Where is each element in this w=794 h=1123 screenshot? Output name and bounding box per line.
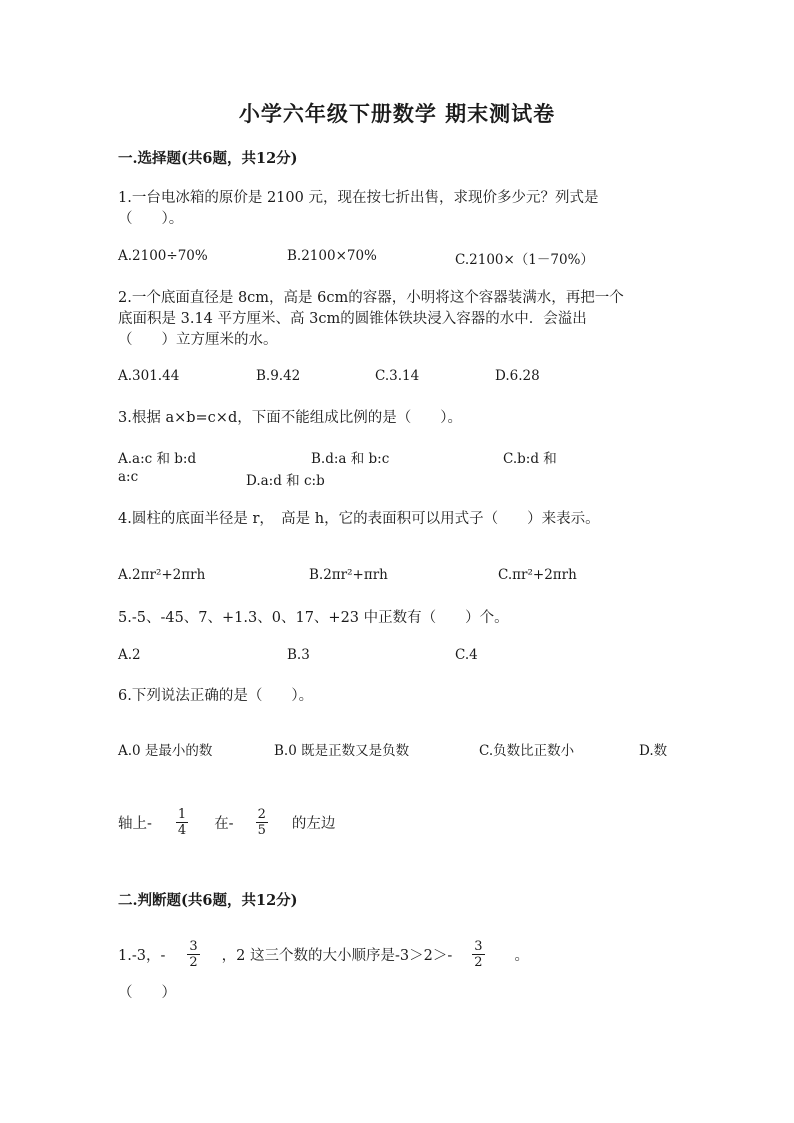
- fraction-numerator: 1: [177, 806, 187, 822]
- section-heading-judgement: 二.判断题(共6题，共12分): [118, 892, 298, 909]
- j1-suffix: 。: [514, 947, 530, 964]
- fraction-one-quarter: [176, 807, 188, 838]
- judgement-question-1: [118, 936, 529, 972]
- q6-option-c: C.负数比正数小: [479, 743, 575, 759]
- question-6-text: 6.下列说法正确的是（ ）。: [118, 688, 314, 704]
- q6-d-mid: 在-: [214, 815, 234, 832]
- fraction-numerator: 3: [189, 938, 198, 954]
- q5-option-c: C.4: [455, 647, 478, 663]
- q6-option-d-continued: [118, 804, 335, 840]
- fraction-denominator: 2: [189, 954, 198, 970]
- q6-option-a: A.0 是最小的数: [118, 743, 213, 759]
- fraction-denominator: 4: [177, 822, 187, 838]
- fraction-three-halves: [187, 939, 199, 970]
- question-3-text: 3.根据 a×b=c×d，下面不能组成比例的是（ ）。: [118, 410, 462, 426]
- q6-option-d: D.数: [639, 743, 668, 759]
- q6-d-suffix: 的左边: [291, 815, 336, 832]
- j1-prefix: 1.-3，-: [118, 947, 166, 964]
- q6-d-prefix: 轴上-: [118, 815, 152, 832]
- q3-option-a: A.a:c 和 b:d: [118, 451, 197, 467]
- q4-option-b: B.2πr²+πrh: [309, 567, 388, 583]
- fraction-three-halves: [472, 939, 484, 970]
- q2-option-c: C.3.14: [375, 368, 420, 384]
- question-4-text: 4.圆柱的底面半径是 r， 高是 h，它的表面积可以用式子（ ）来表示。: [118, 511, 600, 527]
- question-5-text: 5.-5、-45、7、+1.3、0、17、+23 中正数有（ ）个。: [118, 610, 509, 626]
- q3-option-d: D.a:d 和 c:b: [246, 473, 325, 489]
- q1-option-b: B.2100×70%: [287, 248, 377, 264]
- q3-option-c-continued: a:c: [118, 469, 139, 485]
- j1-mid: ，2 这三个数的大小顺序是-3＞2＞-: [221, 947, 453, 964]
- q3-option-c: C.b:d 和: [503, 451, 557, 467]
- q2-option-b: B.9.42: [256, 368, 301, 384]
- q4-option-a: A.2πr²+2πrh: [118, 567, 206, 583]
- fraction-denominator: 2: [474, 954, 483, 970]
- question-2-text-line2: 底面积是 3.14 平方厘米、高 3cm的圆锥体铁块浸入容器的水中．会溢出: [118, 311, 587, 327]
- judgement-question-1-blank: （ ）: [118, 985, 176, 1001]
- page-title: 小学六年级下册数学 期末测试卷: [238, 101, 556, 126]
- question-2-text: 2.一个底面直径是 8cm，高是 6cm的容器，小明将这个容器装满水，再把一个: [118, 290, 624, 306]
- q2-option-a: A.301.44: [118, 368, 180, 384]
- q4-option-c: C.πr²+2πrh: [498, 567, 577, 583]
- section-heading-choice: 一.选择题(共6题，共12分): [118, 150, 298, 167]
- q1-option-a: A.2100÷70%: [118, 248, 208, 264]
- q5-option-a: A.2: [118, 647, 141, 663]
- fraction-two-fifths: [256, 807, 268, 838]
- q6-option-b: B.0 既是正数又是负数: [274, 743, 410, 759]
- q3-option-b: B.d:a 和 b:c: [311, 451, 390, 467]
- question-1-blank: （ ）。: [118, 211, 184, 227]
- fraction-denominator: 5: [257, 822, 266, 838]
- fraction-numerator: 3: [474, 938, 483, 954]
- question-2-text-line3: （ ）立方厘米的水。: [118, 332, 278, 348]
- fraction-numerator: 2: [257, 806, 266, 822]
- q1-option-c: C.2100×（1－70%）: [455, 252, 594, 268]
- q5-option-b: B.3: [287, 647, 310, 663]
- question-1-text: 1.一台电冰箱的原价是 2100 元，现在按七折出售，求现价多少元？列式是: [118, 190, 599, 206]
- q2-option-d: D.6.28: [495, 368, 540, 384]
